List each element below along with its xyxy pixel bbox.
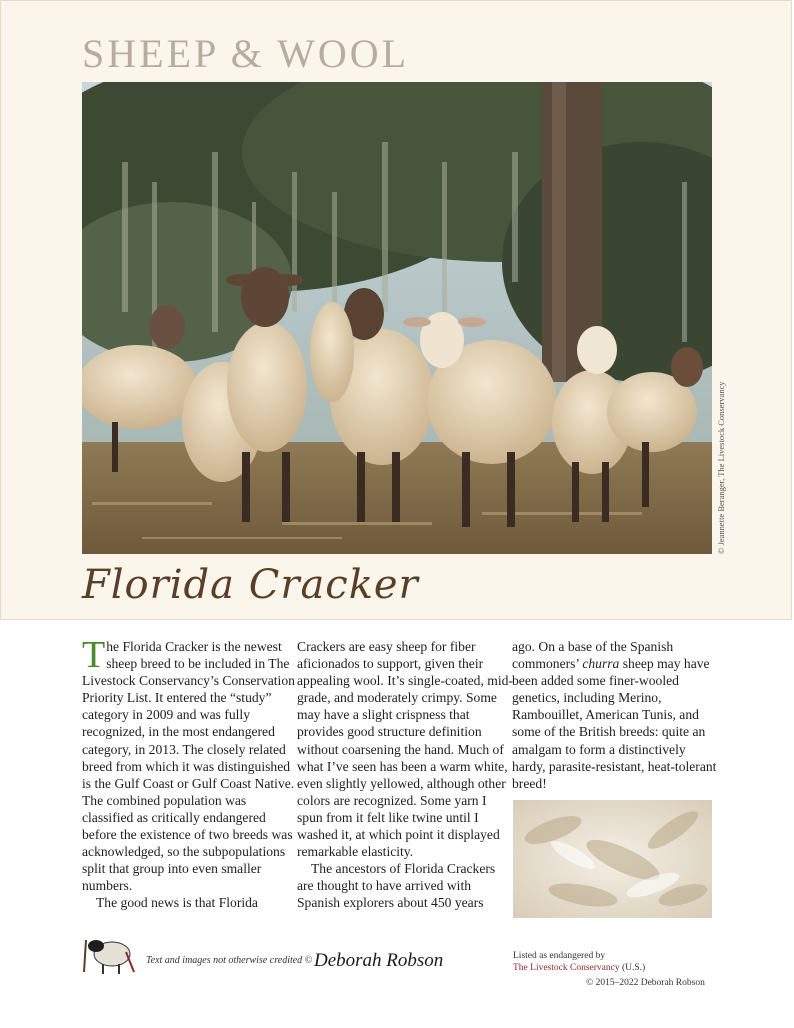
copyright: © 2015–2022 Deborah Robson bbox=[586, 978, 705, 988]
drop-cap: T bbox=[82, 634, 106, 676]
paragraph bbox=[82, 634, 298, 894]
article-column-2 bbox=[297, 638, 513, 912]
wool-fleece-photo bbox=[513, 800, 712, 918]
section-title: SHEEP & WOOL bbox=[82, 31, 410, 76]
article-column-1 bbox=[82, 634, 298, 912]
photo-credit: © Jeannette Beranger, The Livestock Conservancy bbox=[716, 381, 726, 554]
livestock-conservancy-link[interactable]: The Livestock Conservancy bbox=[513, 963, 620, 973]
emphasis-text: churra bbox=[582, 656, 620, 672]
author-name: Deborah Robson bbox=[314, 950, 444, 971]
article-column-3 bbox=[512, 638, 718, 792]
endangered-listing bbox=[513, 950, 645, 974]
sheep-flock-photo bbox=[82, 82, 712, 554]
paragraph-text: he Florida Cracker is the newest sheep breed to be included in The Livestock Conservancy’s Conservation Priority List. It entered the “study” category in 2009 and was fully recognized, in the most endangered category, in 2013. The closely related breed from which it was distinguished is the Gulf Coast or Gulf Coast Native. The combined population was classified as critically endangered before the existence of two breeds was acknowledged, so the subpopulations split that group into even smaller numbers. bbox=[82, 639, 295, 894]
org-suffix: (U.S.) bbox=[621, 963, 646, 973]
listed-line: Listed as endangered by bbox=[513, 951, 606, 961]
paragraph: The good news is that Florida bbox=[96, 895, 258, 911]
paragraph bbox=[512, 638, 718, 792]
footer-credit: Text and images not otherwise credited © bbox=[146, 955, 313, 966]
sheep-flock-illustration bbox=[82, 82, 712, 554]
sheep-logo-icon bbox=[82, 932, 136, 976]
paragraph: Crackers are easy sheep for fiber aficionados to support, given their appealing wool. It’s single-coated, mid-grade, and moderately crimpy. Some may have a slight crispness that provides good structure definition without coarsening the hand. Much of what I’ve seen has been a warm white, even slightly yellowed, although other colors are recognized. Some yarn I spun from it felt like twine until I washed it, at which point it displayed remarkable elasticity. bbox=[297, 639, 513, 860]
paragraph-text: sheep may have been added some finer-wooled genetics, including Merino, Rambouillet, American Tunis, and some of the British breeds: quite an amalgam to form a distinctively hardy, parasite-resistant, heat-tolerant breed! bbox=[512, 656, 717, 791]
paragraph-text: ago. On a base of the Spanish commoners’ bbox=[512, 639, 674, 672]
paragraph: The ancestors of Florida Crackers are thought to have arrived with Spanish explorers about 450 years bbox=[297, 861, 496, 911]
breed-title: Florida Cracker bbox=[82, 562, 419, 608]
listed-org-line bbox=[513, 962, 645, 974]
